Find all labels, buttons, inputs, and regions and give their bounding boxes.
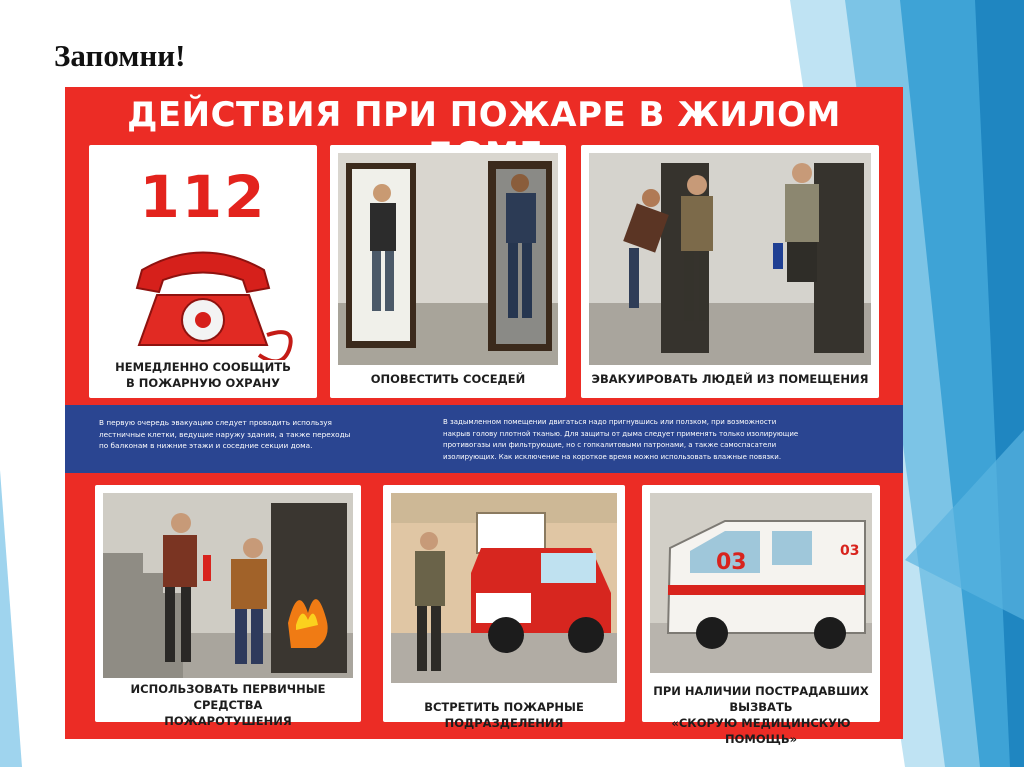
panel-evacuate-people [581,145,879,398]
info-line: по балконам в нижние этажи и соседние секции дома. [99,441,313,450]
panel-call-ambulance [642,485,880,746]
panel-use-extinguishers [95,485,361,728]
poster-title: ДЕЙСТВИЯ ПРИ ПОЖАРЕ В ЖИЛОМ [127,95,841,135]
info-text-evacuation-routes [99,417,419,452]
panel-notify-neighbours [330,145,566,398]
info-text-smoke-protection [443,417,893,463]
ambulance-illustration [650,493,872,673]
info-line: накрыв голову плотной тканью. Для защиты от дыма следует применять только изолирующие [443,429,799,438]
info-line: В задымленном помещении двигаться надо пригнувшись или ползком, при возможности [443,418,777,426]
red-telephone-icon [97,240,309,360]
fire-safety-poster [65,87,903,746]
panel-call-fire-service [89,145,317,398]
caption-line: ИСПОЛЬЗОВАТЬ ПЕРВИЧНЫЕ СРЕДСТВА [130,682,326,712]
ambulance-number: 03 [840,543,860,559]
caption-use-extinguishers [95,681,361,729]
info-line: изолирующих. Как исключение на короткое время можно использовать влажные повязки. [443,452,782,461]
caption-line: НЕМЕДЛЕННО СООБЩИТЬ [115,360,291,374]
fire-truck-illustration [391,493,617,683]
caption-line: «СКОРУЮ МЕДИЦИНСКУЮ ПОМОЩЬ» [671,716,851,746]
caption-line: ПРИ НАЛИЧИИ ПОСТРАДАВШИХ ВЫЗВАТЬ [653,684,869,714]
caption-line: ПОЖАРОТУШЕНИЯ [164,714,292,728]
caption-line: В ПОЖАРНУЮ ОХРАНУ [125,376,281,390]
caption-line: ЭВАКУИРОВАТЬ ЛЮДЕЙ ИЗ ПОМЕЩЕНИЯ [591,372,869,386]
info-line: В первую очередь эвакуацию следует проводить используя [99,418,332,427]
neighbours-illustration [338,153,558,365]
caption-notify-neighbours [330,371,566,387]
caption-meet-fire-units [383,699,625,731]
info-line: лестничные клетки, ведущие наружу здания, а также переходы [99,429,351,439]
ambulance-number: 03 [716,550,747,575]
caption-call-ambulance [642,683,880,747]
info-line: противогазы или фильтрующие, но с гопкалитовыми патронами, а также самоспасатели [443,441,777,449]
caption-line: ОПОВЕСТИТЬ СОСЕДЕЙ [370,372,526,386]
caption-call-fire-service [89,359,317,391]
emergency-number: 112 [139,163,267,231]
evacuation-illustration [589,153,871,365]
slide-title: Запомни! [54,38,186,73]
firefighting-illustration [103,493,353,678]
caption-evacuate-people [581,371,879,387]
panel-meet-fire-units [383,485,625,730]
caption-line: ВСТРЕТИТЬ ПОЖАРНЫЕ ПОДРАЗДЕЛЕНИЯ [424,700,584,730]
info-band [65,405,903,473]
